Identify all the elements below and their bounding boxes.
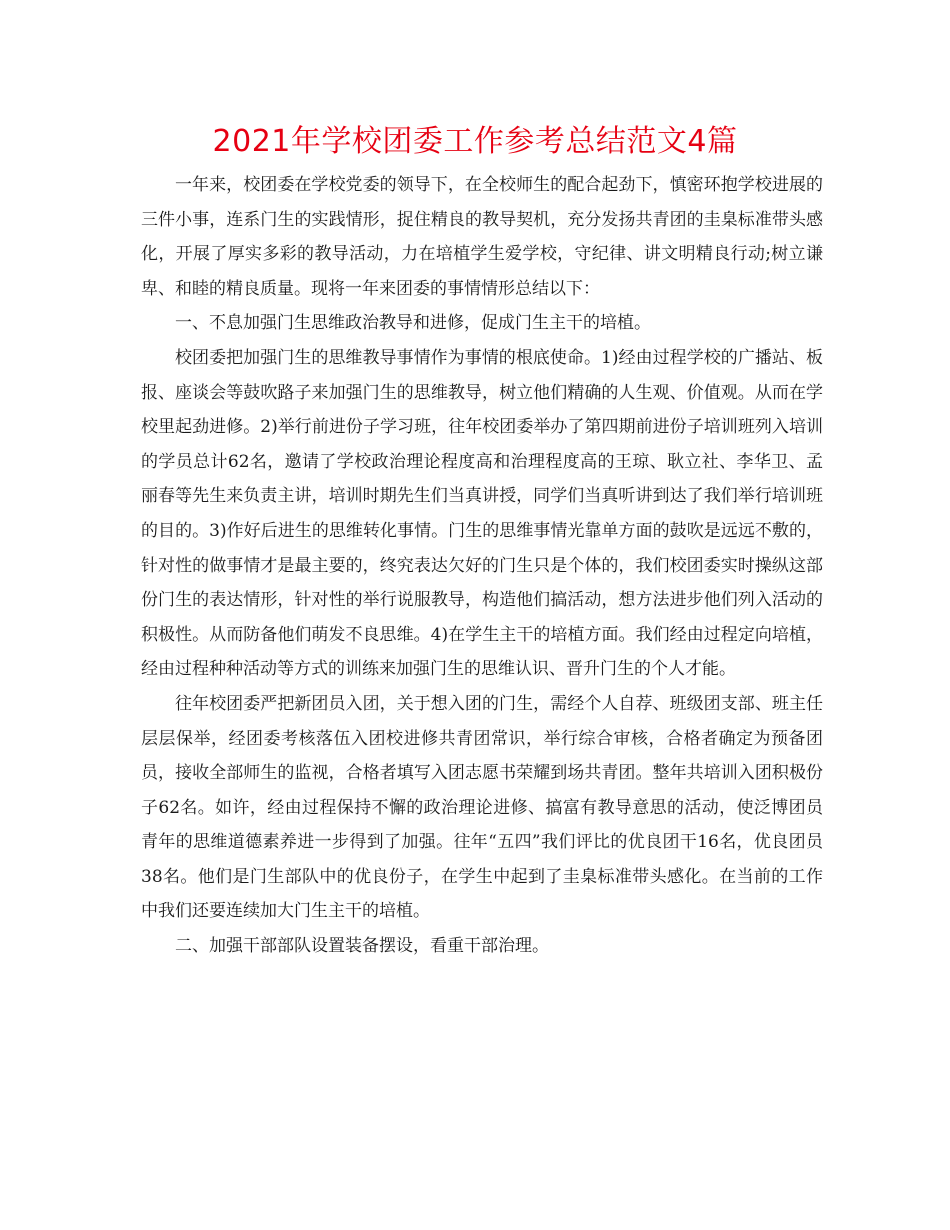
section-heading-2: 二、加强干部部队设置装备摆设，看重干部治理。 — [175, 936, 549, 957]
document-title: 2021年学校团委工作参考总结范文4篇 — [212, 124, 738, 159]
paragraph-education: 校团委把加强门生的思维教导事情作为事情的根底使命。1)经由过程学校的广播站、板报、座谈会等鼓吹路子来加强门生的思维教导，树立他们精确的人生观、价值观。从而在学校里起劲进修。2)举行前进份子学习班，往年校团委举办了第四期前进份子培训班列入培训的学员总计62名，邀请了学校政治理论程度高和治理程度高的王琼、耿立社、李华卫、孟丽春等先生来负责主讲，培训时期先生们当真讲授，同学们当真听讲到达了我们举行培训班的目的。3)作好后进生的思维转化事情。门生的思维事情光靠单方面的鼓吹是远远不敷的，针对性的做事情才是最主要的，终究表达欠好的门生只是个体的，我们校团委实时操纵这部份门生的表达情形，针对性的举行说服教导，构造他们搞活动，想方法进步他们列入活动的积极性。从而防备他们萌发不良思维。4)在学生主干的培植方面。我们经由过程定向培植，经由过程种种活动等方式的训练来加强门生的思维认识、晋升门生的个人才能。 — [141, 347, 823, 680]
section-heading-1: 一、不息加强门生思维政治教导和进修，促成门生主干的培植。 — [175, 313, 651, 334]
paragraph-intro: 一年来，校团委在学校党委的领导下，在全校师生的配合起劲下，慎密环抱学校进展的三件小事，连系门生的实践情形，捉住精良的教导契机，充分发扬共青团的圭臬标准带头感化，开展了厚实多彩的教导活动，力在培植学生爱学校，守纪律、讲文明精良行动;树立谦卑、和睦的精良质量。现将一年来团委的事情情形总结以下： — [141, 175, 823, 299]
document-body — [141, 168, 823, 964]
paragraph-recruitment: 往年校团委严把新团员入团，关于想入团的门生，需经个人自荐、班级团支部、班主任层层保举，经团委考核落伍入团校进修共青团常识，举行综合审核，合格者确定为预备团员，接收全部师生的监视，合格者填写入团志愿书荣耀到场共青团。整年共培训入团积极份子62名。如许，经由过程保持不懈的政治理论进修、搞富有教导意思的活动，使泛博团员青年的思维道德素养进一步得到了加强。往年“五四”我们评比的优良团干16名，优良团员38名。他们是门生部队中的优良份子，在学生中起到了圭臬标准带头感化。在当前的工作中我们还要连续加大门生主干的培植。 — [141, 693, 823, 922]
